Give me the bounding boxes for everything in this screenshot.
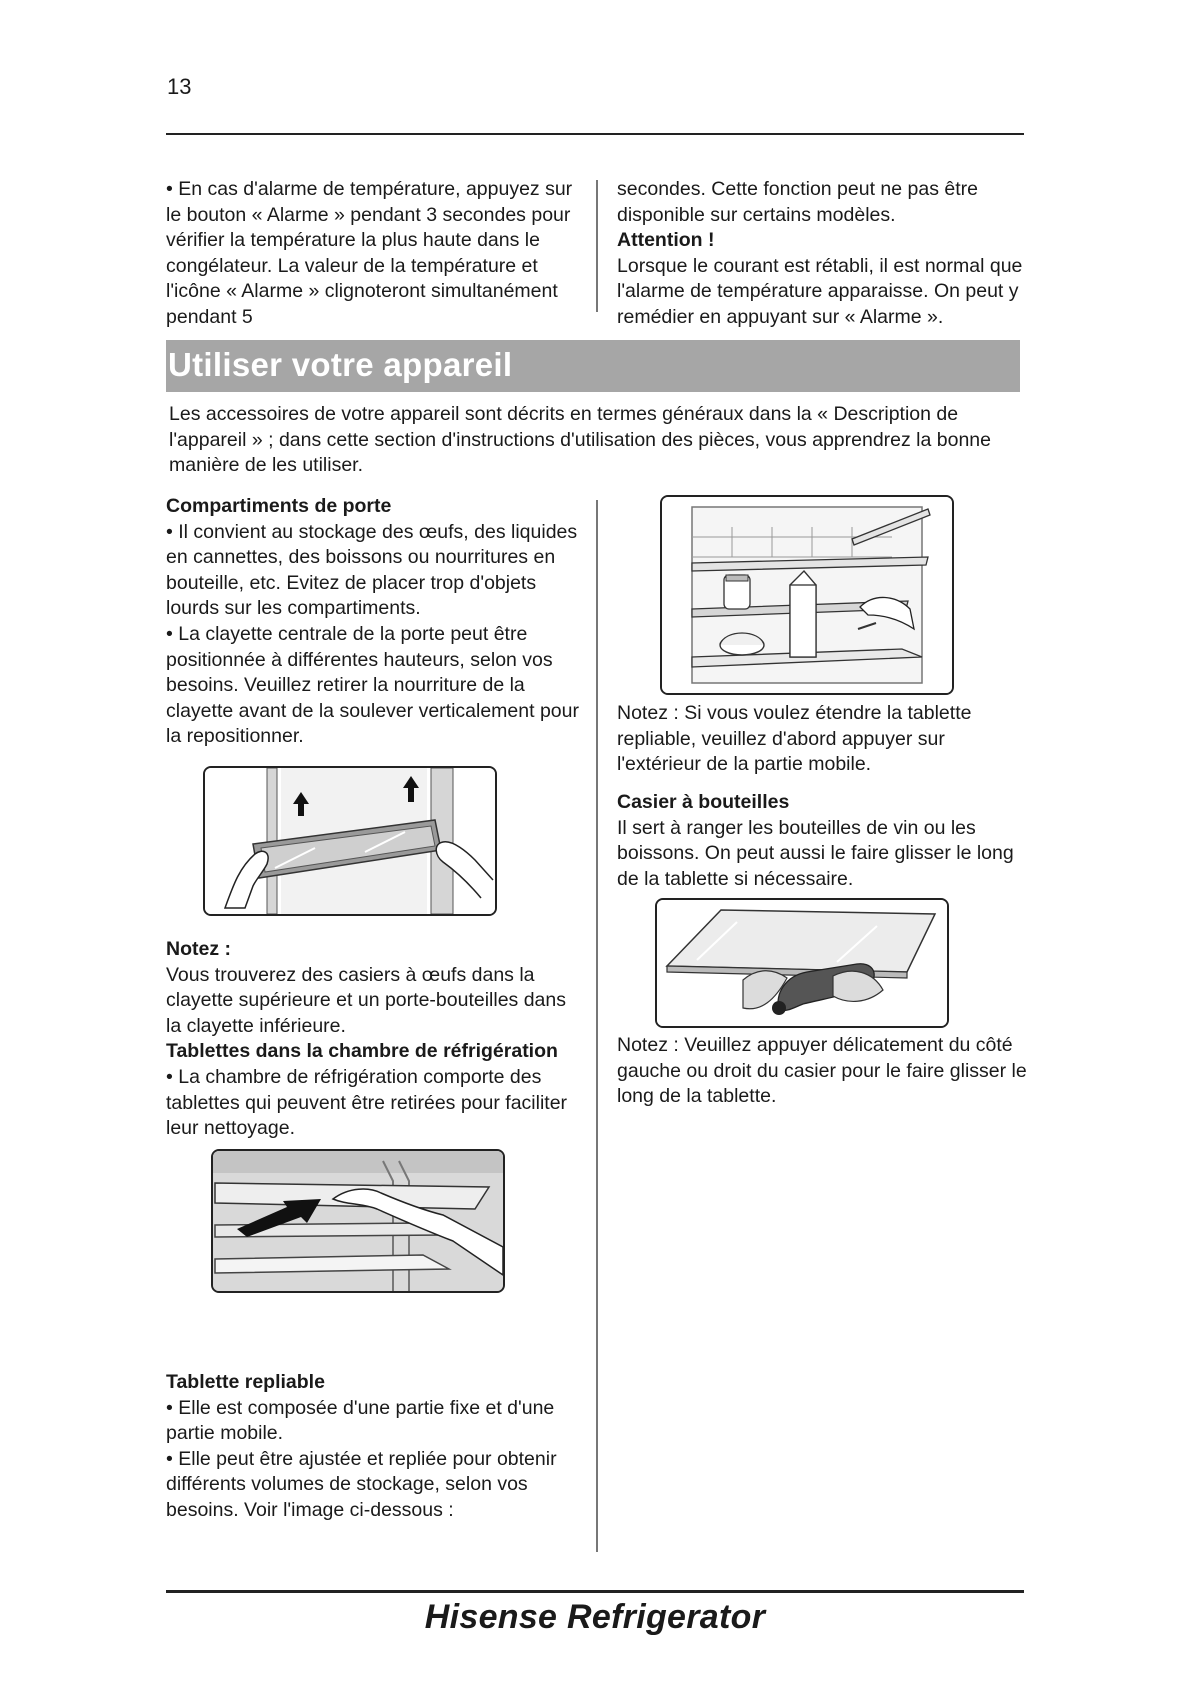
door-shelf-illustration bbox=[205, 768, 495, 914]
folding-bullet-2: • Elle peut être ajustée et repliée pour obtenir différents volumes de stockage, selon vos besoins. Voir l'image ci-dessous : bbox=[166, 1447, 557, 1521]
folding-note-text: Notez : Si vous voulez étendre la tablette repliable, veuillez d'abord appuyer sur l'extérieur de la partie mobile. bbox=[617, 702, 972, 776]
bottle-note bbox=[617, 1033, 1032, 1110]
door-shelf-figure bbox=[203, 766, 497, 916]
bottle-note-text: Notez : Veuillez appuyer délicatement du côté gauche ou droit du casier pour le faire glisser le long de la tablette. bbox=[617, 1034, 1027, 1108]
folding-note bbox=[617, 701, 1032, 778]
fridge-shelf-illustration bbox=[213, 1151, 503, 1291]
note-text: Vous trouverez des casiers à œufs dans la clayette supérieure et un porte-bouteilles dans la clayette inférieure. bbox=[166, 963, 566, 1037]
bottle-rack-illustration bbox=[657, 900, 947, 1026]
column-divider-main bbox=[596, 500, 598, 1552]
alarm-paragraph bbox=[166, 177, 586, 331]
folding-shelf-figure bbox=[660, 495, 954, 695]
door-bullet-1: • Il convient au stockage des œufs, des liquides en cannettes, des boissons ou nourritures en bouteille, etc. Evitez de placer trop d'objets lourds sur les compartiments. bbox=[166, 520, 578, 620]
folding-shelf bbox=[166, 1370, 586, 1524]
door-note bbox=[166, 937, 586, 1142]
shelves-text: • La chambre de réfrigération comporte des tablettes qui peuvent être retirées pour faciliter leur nettoyage. bbox=[166, 1065, 568, 1140]
section-title: Utiliser votre appareil bbox=[168, 346, 513, 383]
column-divider-top bbox=[596, 180, 598, 312]
section-intro: Les accessoires de votre appareil sont décrits en termes généraux dans la « Description de l'appareil » ; dans cette section d'instructions d'utilisation des pièces, vous apprendrez la bonne manière de les utiliser. bbox=[169, 403, 991, 477]
door-compartments bbox=[166, 494, 586, 750]
header-rule bbox=[166, 133, 1024, 135]
folding-shelf-illustration bbox=[662, 497, 952, 693]
bottle-rack-figure bbox=[655, 898, 949, 1028]
alarm-text: • En cas d'alarme de température, appuyez sur le bouton « Alarme » pendant 3 secondes pour vérifier la température la plus haute dans le congélateur. La valeur de la température et l'icône « Alarme » clignoteront simultanément pendant 5 bbox=[166, 178, 573, 328]
section-header-band bbox=[166, 340, 1020, 392]
folding-title: Tablette repliable bbox=[166, 1371, 325, 1393]
folding-bullet-1: • Elle est composée d'une partie fixe et d'une partie mobile. bbox=[166, 1396, 555, 1445]
footer-brand: Hisense Refrigerator bbox=[424, 1598, 766, 1636]
bottle-text: Il sert à ranger les bouteilles de vin ou les boissons. On peut aussi le faire glisser le long de la tablette si nécessaire. bbox=[617, 816, 1014, 890]
footer-rule bbox=[166, 1590, 1024, 1593]
bottle-title: Casier à bouteilles bbox=[617, 791, 790, 813]
door-bullet-2: • La clayette centrale de la porte peut être positionnée à différentes hauteurs, selon vos besoins. Veuillez retirer la nourriture de la clayette avant de la soulever verticalement pour la repositionner. bbox=[166, 622, 579, 748]
page-number: 13 bbox=[167, 74, 192, 99]
bottle-rack bbox=[617, 790, 1032, 892]
alarm-continuation bbox=[617, 177, 1032, 331]
fridge-shelf-figure bbox=[211, 1149, 505, 1293]
note-title: Notez : bbox=[166, 938, 231, 960]
alarm-continuation-text: secondes. Cette fonction peut ne pas être disponible sur certains modèles. bbox=[617, 178, 978, 226]
attention-text: Lorsque le courant est rétabli, il est normal que l'alarme de température apparaisse. On peut y remédier en appuyant sur « Alarme ». bbox=[617, 254, 1023, 328]
attention-title: Attention ! bbox=[617, 229, 715, 252]
door-title: Compartiments de porte bbox=[166, 495, 392, 517]
shelves-title: Tablettes dans la chambre de réfrigération bbox=[166, 1040, 558, 1063]
